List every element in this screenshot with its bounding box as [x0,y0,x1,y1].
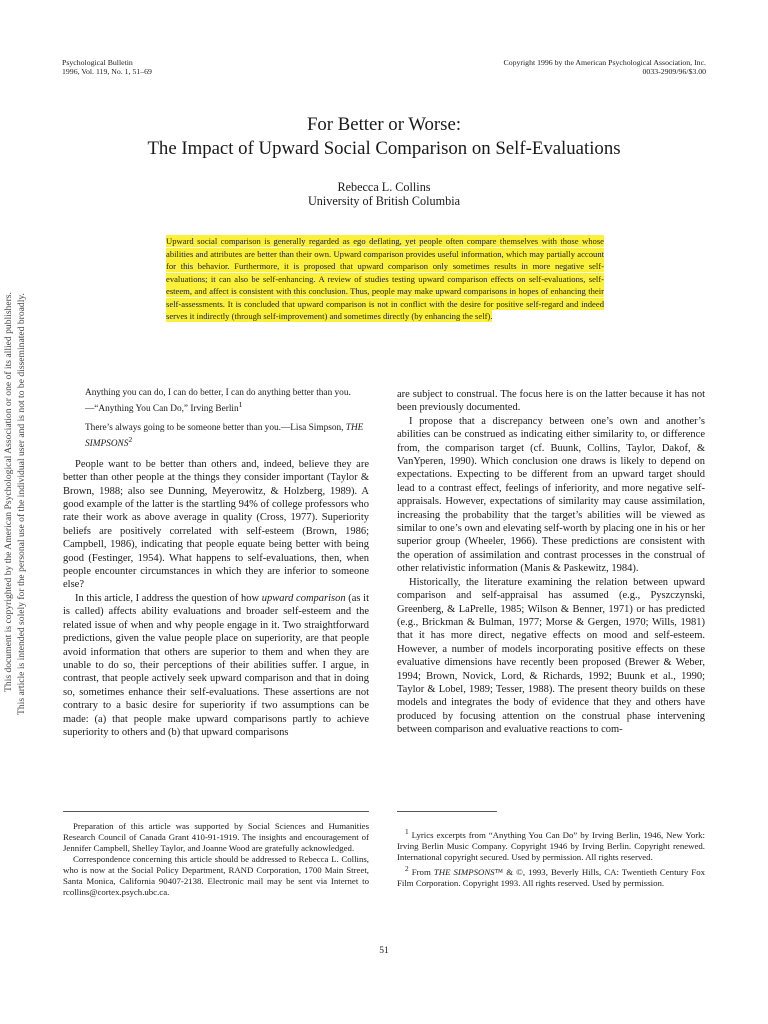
abstract [166,235,604,323]
left-column [63,388,369,739]
footnotes [397,826,705,889]
journal-citation [62,58,152,76]
copyright-notice [504,58,706,76]
side-usage-notice: This article is intended solely for the personal use of the individual user and is not to be disseminated broadly. [16,293,27,715]
epigraph-2-quote: There’s always going to be someone better than you.—Lisa Simpson, [85,422,346,433]
footnote-1-mark: 1 [405,827,409,836]
author-block [0,180,768,208]
epigraph-1 [63,388,369,416]
epigraph-1-mark: 1 [238,400,243,410]
footnote-1 [397,826,705,863]
right-column [397,388,705,737]
journal-name: Psychological Bulletin [62,58,133,67]
epigraph-1-quote: Anything you can do, I can do better, I can do anything better than you.—“Anything You Can Do,” Irving Berlin [85,388,351,415]
epigraph-2-source: THE SIMPSONS [85,422,364,450]
left-p2-rest: (as it is called) affects ability evaluations and broader self-esteem and the related issue of when and why people engage in it. Two straightforward predictions, given the value people place on superiority, are that people avoid information that others are superior to them and when they are unable to do so, their perceptions of their abilities suffer. I argue, in contrast, that people actively seek upward comparison and that in doing so, sometimes enhance their self-evaluations. These assertions are not contrary to a basic desire for superiority if two assumptions can be made: (a) that people make upward comparisons partly to achieve superiority to others and (b) that upward comparisons [63,592,369,738]
footnote-divider-left [63,811,369,812]
left-paragraph-2 [63,592,369,739]
footnote-2 [397,863,705,889]
footnote-2-rest: ™ & ©, 1993, Beverly Hills, CA: Twentieth Century Fox Film Corporation. Copyright 1993. All rights reserved. Used by permission. [397,866,705,888]
author-note-funding: Preparation of this article was supported by Social Sciences and Humanities Research Council of Canada Grant 410-91-1919. The insights and encouragement of Jennifer Campbell, Shelley Taylor, and Joanne Wood are gratefully acknowledged. [63,821,369,853]
page-number: 51 [379,946,389,956]
footnote-2-start: From [408,866,434,877]
journal-volume: 1996, Vol. 119, No. 1, 51–69 [62,67,152,76]
author-note-correspondence: Correspondence concerning this article should be addressed to Rebecca L. Collins, who is now at the Social Policy Department, RAND Corporation, 1700 Main Street, Santa Monica, California 90407-2138. Electronic mail may be sent via Internet to rcollins@cortex.psych.ubc.ca. [63,854,369,897]
footnote-2-mark: 2 [405,863,409,873]
right-paragraph-3: Historically, the literature examining the relation between upward comparison and self-appraisal has assumed (e.g., Pyszczynski, Greenberg, & LaPrelle, 1985; Wilson & Benner, 1971) or has predicted (e.g., Brickman & Bulman, 1977; Morse & Gergen, 1970; Wills, 1981) that it has more direct, negative effects on mood and self-esteem. However, a number of models incorporating positive effects on these evaluative dimensions have recently been proposed (Brewer & Weber, 1994; Brown, Novick, Lord, & Richards, 1992; Buunk et al., 1990; Taylor & Lobel, 1989; Tesser, 1988). The present theory builds on these models and integrates the body of evidence that they and others have produced by focusing attention on the construal phase intervening between comparison and evaluative reactions to com- [397,576,705,736]
author-note [63,821,369,898]
left-p2-start: In this article, I address the question of how [75,592,262,604]
epigraph-2-mark: 2 [128,435,133,445]
epigraph-2 [63,423,369,451]
footnote-2-source: THE SIMPSONS [433,866,495,877]
left-p2-term: upward comparison [261,592,346,604]
author-name: Rebecca L. Collins [337,180,431,194]
side-copyright-notice: This document is copyrighted by the American Psychological Association or one of its allied publishers. [3,292,14,692]
title-line-2: The Impact of Upward Social Comparison on Self-Evaluations [147,138,621,159]
left-paragraph-1: People want to be better than others and, indeed, believe they are better than other people at the things they consider important (Taylor & Brown, 1988; also see Dunning, Meyerowitz, & Holzberg, 1989). A good example of the latter is the startling 94% of college professors who rate their work as above average in quality (Cross, 1977). Superiority beliefs are positively correlated with self-esteem (Brown, 1986; Campbell, 1986), indicating that people equate being better with being good (Festinger, 1954). What happens to self-evaluations, then, when people encounter circumstances in which they are inferior to someone else? [63,458,369,591]
title-line-1: For Better or Worse: [306,114,462,135]
right-paragraph-1: are subject to construal. The focus here is on the latter because it has not been previously documented. [397,389,705,414]
author-affiliation: University of British Columbia [308,194,460,208]
issn-line: 0033-2909/96/$3.00 [642,67,706,76]
footnote-1-text: Lyrics excerpts from “Anything You Can Do” by Irving Berlin, 1946, New York: Irving Berlin Music Company. Copyright 1946 by Irving Berlin. Copyright renewed. International copyright secured. Used by permission. All rights reserved. [397,829,705,862]
footnote-divider-right [397,811,497,812]
abstract-highlight: Upward social comparison is generally regarded as ego deflating, yet people often compare themselves with those whose abilities and attributes are better than their own. Upward comparison provides useful information, which may partially account for this behavior. Furthermore, it is proposed that upward comparison only sometimes results in more negative self-evaluations; it can also be self-enhancing. A review of studies testing upward comparison effects on self-evaluations, self-esteem, and affect is consistent with this conclusion. Thus, people may make upward comparisons in hopes of enhancing their self-assessments. It is concluded that upward comparison is not in conflict with the desire for positive self-regard and indeed serves it indirectly (through self-improvement) and sometimes directly (by enhancing the self). [166,236,604,321]
right-paragraph-2: I propose that a discrepancy between one’s own and another’s abilities can be construed as indicating either similarity to, or difference from, the comparison target (cf. Buunk, Collins, Taylor, Dakof, & VanYperen, 1990). Which conclusion one draws is likely to depend on expectations. Expecting to be different from an upward target should lead to a contrast effect, feelings of inferiority, and more negative self-appraisals. However, expectations of similarity may cause assimilation, increasing the probability that the target’s abilities will be viewed as similar to one’s own and elevating self-worth by placing one in his or her superior group (Wheeler, 1966). These predictions are consistent with the operation of assimilation and contrast processes in the construal of other relativistic information (Manis & Paskewitz, 1984). [397,415,705,575]
copyright-line: Copyright 1996 by the American Psychological Association, Inc. [503,58,706,67]
article-title [0,113,768,161]
